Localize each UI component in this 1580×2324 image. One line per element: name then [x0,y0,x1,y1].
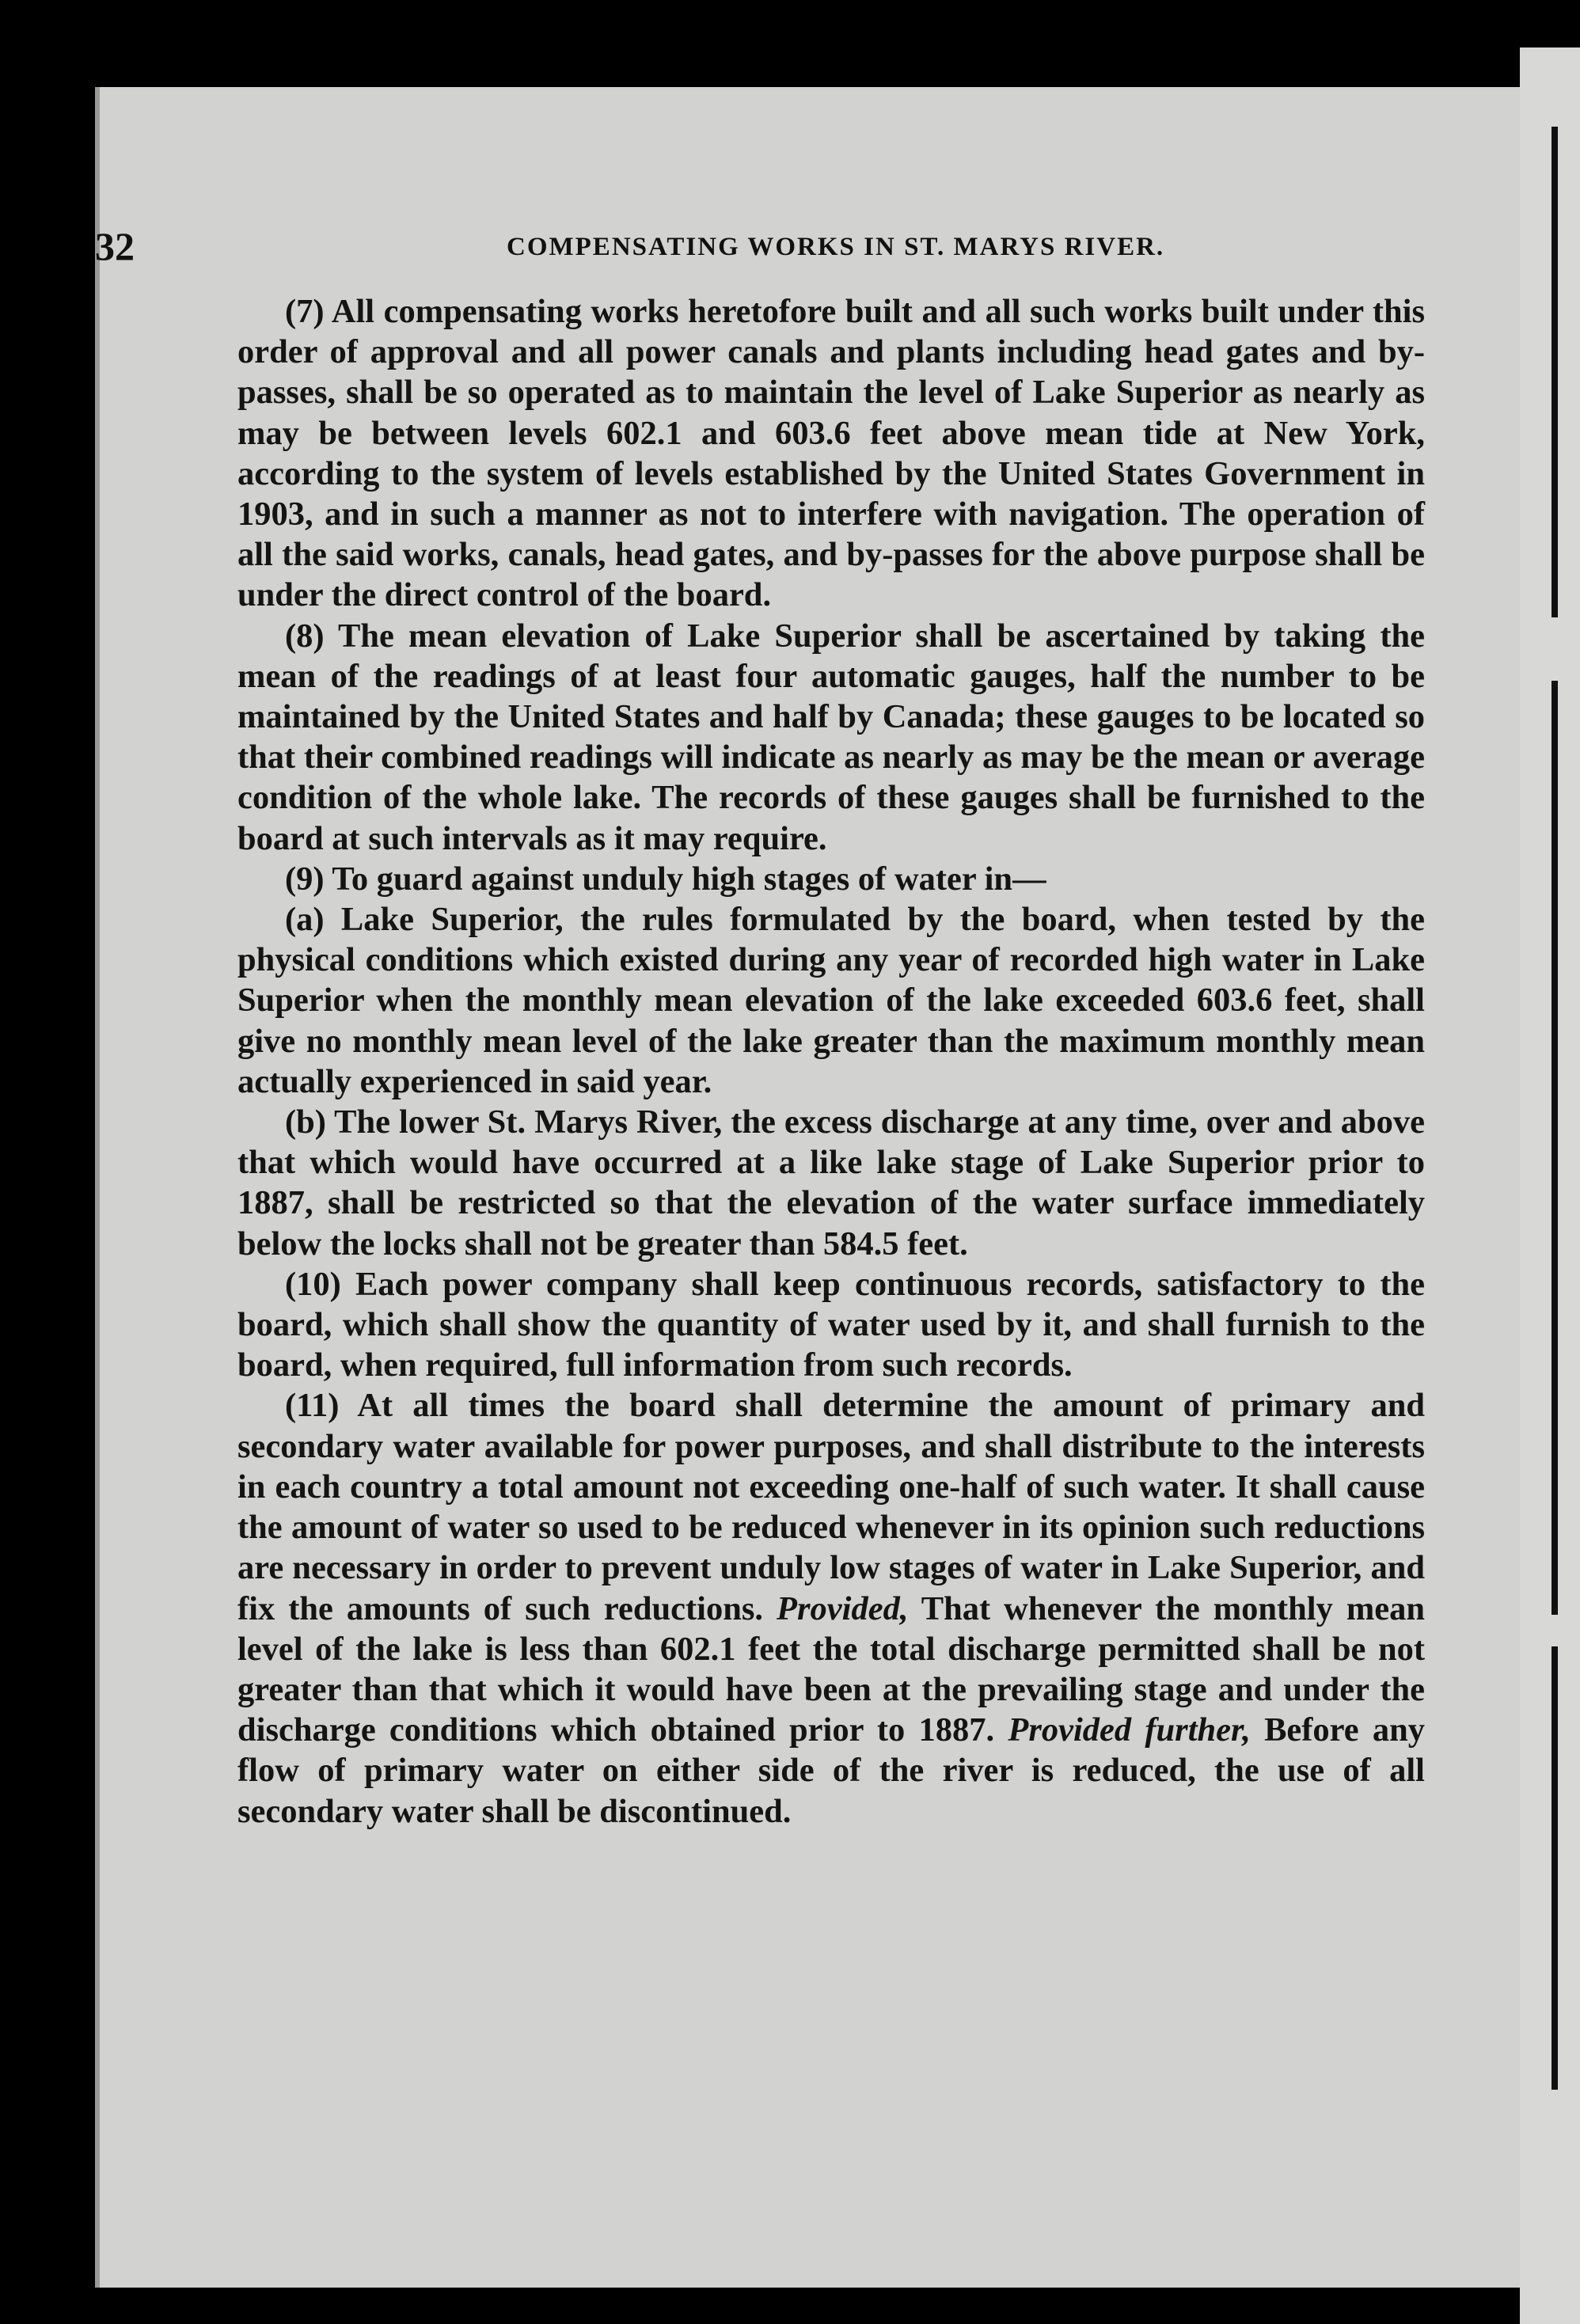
page-number: 32 [95,224,135,268]
spine-shadow [1552,681,1558,1615]
paragraph-9a: (a) Lake Superior, the rules formulated by the board, when tested by the physical conditions which existed during any year of recorded high water in Lake Superior when the monthly mean elevation of the lake exceeded 603.6 feet, shall give no monthly mean level of the lake greater than the maximum monthly mean actually experienced in said year. [237,901,1425,1100]
paragraph-11 [237,1385,1425,1831]
running-head: COMPENSATING WORKS IN ST. MARYS RIVER. [507,233,1165,261]
paragraph-7: (7) All compensating works heretofore built and all such works built under this order of approval and all power canals and plants including head gates and by-passes, shall be so operated as to maintain the level of Lake Superior as nearly as may be between levels 602.1 and 603.6 feet above mean tide at New York, according to the system of levels established by the United States Government in 1903, and in such a manner as not to interfere with navigation. The operation of all the said works, canals, head gates, and by-passes for the above purpose shall be under the direct control of the board. [237,293,1425,614]
paragraph-11-part-1: (11) At all times the board shall determine the amount of primary and secondary water available for power purposes, and shall distribute to the interests in each country a total amount not exceeding one-half of such water. It shall cause the amount of water so used to be reduced whenever in its opinion such reductions are necessary in order to prevent unduly low stages of water in Lake Superior, and fix the amounts of such reductions. [237,1387,1425,1627]
facing-page-edge [1520,47,1580,2324]
spine-shadow [1552,1646,1558,2090]
proviso-further-label: Provided further, [1008,1711,1251,1749]
paragraph-10: (10) Each power company shall keep continuous records, satisfactory to the board, which shall show the quantity of water used by it, and shall furnish to the board, when required, full information from such records. [237,1265,1425,1384]
paragraph-9b: (b) The lower St. Marys River, the excess discharge at any time, over and above that which would have occurred at a like lake stage of Lake Superior prior to 1887, shall be restricted so that the elevation of the water surface immediately below the locks shall not be greater than 584.5 feet. [237,1103,1425,1263]
body-text [237,291,1425,1832]
paragraph-11-part-2: That whenever the monthly mean level of the lake is less than 602.1 feet the total discharge permitted shall be not greater than that which it would have been at the prevailing stage and under the discharge conditions which obtained prior to 1887. [237,1589,1426,1749]
paragraph-8: (8) The mean elevation of Lake Superior shall be ascertained by taking the mean of the readings of at least four automatic gauges, half the number to be maintained by the United States and half by Canada; these gauges to be located so that their combined readings will indicate as nearly as may be the mean or average condition of the whole lake. The records of these gauges shall be furnished to the board at such intervals as it may require. [237,617,1425,857]
paragraph-9: (9) To guard against unduly high stages of water in— [285,860,1046,898]
proviso-label: Provided, [777,1589,909,1627]
paragraph-11-part-3: Before any flow of primary water on either side of the river is reduced, the use of all secondary water shall be discontinued. [237,1711,1425,1830]
spine-shadow [1552,127,1558,617]
